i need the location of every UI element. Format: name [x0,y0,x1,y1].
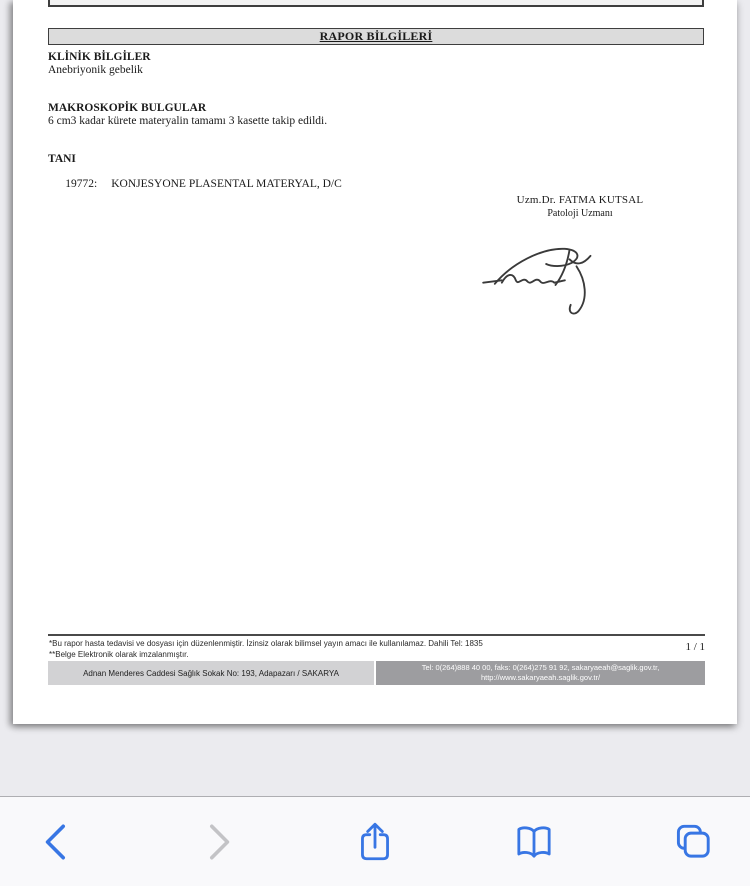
chevron-left-icon [35,819,81,865]
macroscopic-body: 6 cm3 kadar kürete materyalin tamamı 3 kasette takip edildi. [48,115,328,127]
tabs-icon [669,819,715,865]
hospital-address [48,661,374,685]
hospital-contact [376,661,705,685]
hospital-address-text: Adnan Menderes Caddesi Sağlık Sokak No: 193, Adapazarı / SAKARYA [83,668,339,678]
book-icon [511,819,557,865]
diagnosis-title: TANI [48,153,76,165]
clinical-info-body: Anebriyonik gebelik [48,64,143,76]
share-icon [352,819,398,865]
macroscopic-title: MAKROSKOPİK BULGULAR [48,102,207,114]
clinical-info-title: KLİNİK BİLGİLER [48,51,151,63]
page-number: 1 / 1 [685,641,705,653]
back-button[interactable] [32,816,84,868]
footer-divider [48,634,705,636]
diagnosis-line [48,166,342,202]
doctor-title: Patoloji Uzmanı [547,208,613,219]
diagnosis-code: 19772: [65,178,98,190]
report-page [13,0,737,724]
footnote-line2: **Belge Elektronik olarak imzalanmıştır. [49,650,189,659]
report-header-title: RAPOR BİLGİLERİ [319,29,433,43]
bookmarks-button[interactable] [508,816,560,868]
forward-button[interactable] [191,816,243,868]
tabs-button[interactable] [666,816,718,868]
browser-toolbar [0,796,750,886]
doctor-name: Uzm.Dr. FATMA KUTSAL [516,194,644,206]
footnote-line1: *Bu rapor hasta tedavisi ve dosyası için düzenlenmiştir. İzinsiz olarak bilimsel yayın amacı ile kullanılamaz. Dahili Tel: 1835 [49,639,483,648]
chevron-right-icon [194,819,240,865]
hospital-contact-phone: Tel: 0(264)888 40 00, faks: 0(264)275 91 92, sakaryaeah@saglik.gov.tr, [421,663,660,672]
share-button[interactable] [349,816,401,868]
doctor-block [460,194,700,219]
diagnosis-text: KONJESYONE PLASENTAL MATERYAL, D/C [111,178,342,190]
signature-image [480,236,610,320]
hospital-contact-url: http://www.sakaryaeah.saglik.gov.tr/ [480,673,601,682]
previous-section-box-cutoff [48,0,704,7]
report-header-bar [48,28,704,45]
